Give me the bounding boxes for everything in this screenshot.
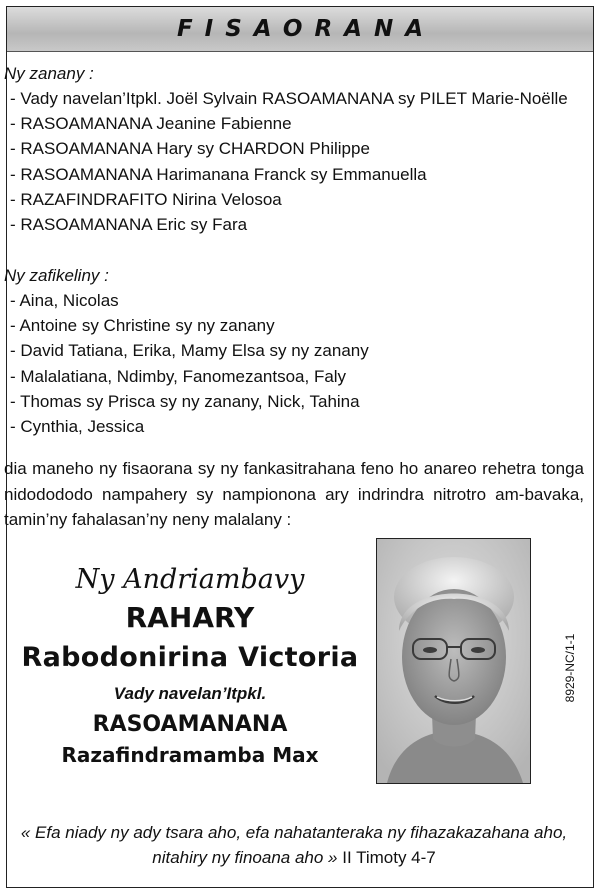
portrait-photo: [376, 538, 531, 784]
list-item: - Aina, Nicolas: [4, 288, 584, 313]
list-item: - David Tatiana, Erika, Mamy Elsa sy ny zanany: [4, 338, 584, 363]
grandchildren-section: [4, 263, 584, 439]
list-item: - RASOAMANANA Hary sy CHARDON Philippe: [4, 136, 584, 161]
title-banner: [7, 7, 593, 52]
notice-title: FISAORANA: [176, 16, 436, 42]
children-heading: Ny zanany :: [4, 64, 94, 83]
children-list: [4, 86, 584, 237]
list-item: - RASOAMANANA Harimanana Franck sy Emmanuella: [4, 162, 584, 187]
deceased-name-block: [0, 562, 380, 770]
list-item: - RAZAFINDRAFITO Nirina Velosoa: [4, 187, 584, 212]
list-item: - Thomas sy Prisca sy ny zanany, Nick, Tahina: [4, 389, 584, 414]
spouse-given-names: Razafindramamba Max: [61, 743, 319, 767]
deceased-surname: RAHARY: [125, 601, 255, 634]
portrait-illustration: [377, 539, 530, 783]
spouse-surname: RASOAMANANA: [92, 712, 288, 737]
list-item: - RASOAMANANA Eric sy Fara: [4, 212, 584, 237]
children-section: [4, 61, 584, 237]
list-item: - Malalatiana, Ndimby, Fanomezantsoa, Faly: [4, 364, 584, 389]
list-item: - Cynthia, Jessica: [4, 414, 584, 439]
gratitude-text: dia maneho ny fisaorana sy ny fankasitrahana feno ho anareo rehetra tonga nidodododo nampahery sy nampionona ary indrindra nitrotro am-bavaka, tamin’ny fahalasan’ny neny malalany :: [4, 459, 584, 529]
honorific-title: Ny Andriambavy: [75, 564, 305, 595]
quote-line-2: nitahiry ny finoana aho »: [152, 848, 338, 867]
list-item: - RASOAMANANA Jeanine Fabienne: [4, 111, 584, 136]
spouse-label: Vady navelan’Itpkl.: [113, 684, 267, 703]
gratitude-paragraph: [4, 456, 584, 533]
bible-quote: [4, 820, 584, 870]
grandchildren-heading: Ny zafikeliny :: [4, 266, 109, 285]
quote-citation: II Timoty 4-7: [337, 848, 436, 867]
list-item: - Antoine sy Christine sy ny zanany: [4, 313, 584, 338]
reference-code: 8929-NC/1-1: [563, 633, 577, 703]
list-item: - Vady navelan’Itpkl. Joël Sylvain RASOAMANANA sy PILET Marie-Noëlle: [4, 86, 584, 111]
deceased-given-names: Rabodonirina Victoria: [21, 642, 359, 673]
quote-line-1: « Efa niady ny ady tsara aho, efa nahatanteraka ny fihazakazahana aho,: [20, 823, 568, 842]
grandchildren-list: [4, 288, 584, 439]
